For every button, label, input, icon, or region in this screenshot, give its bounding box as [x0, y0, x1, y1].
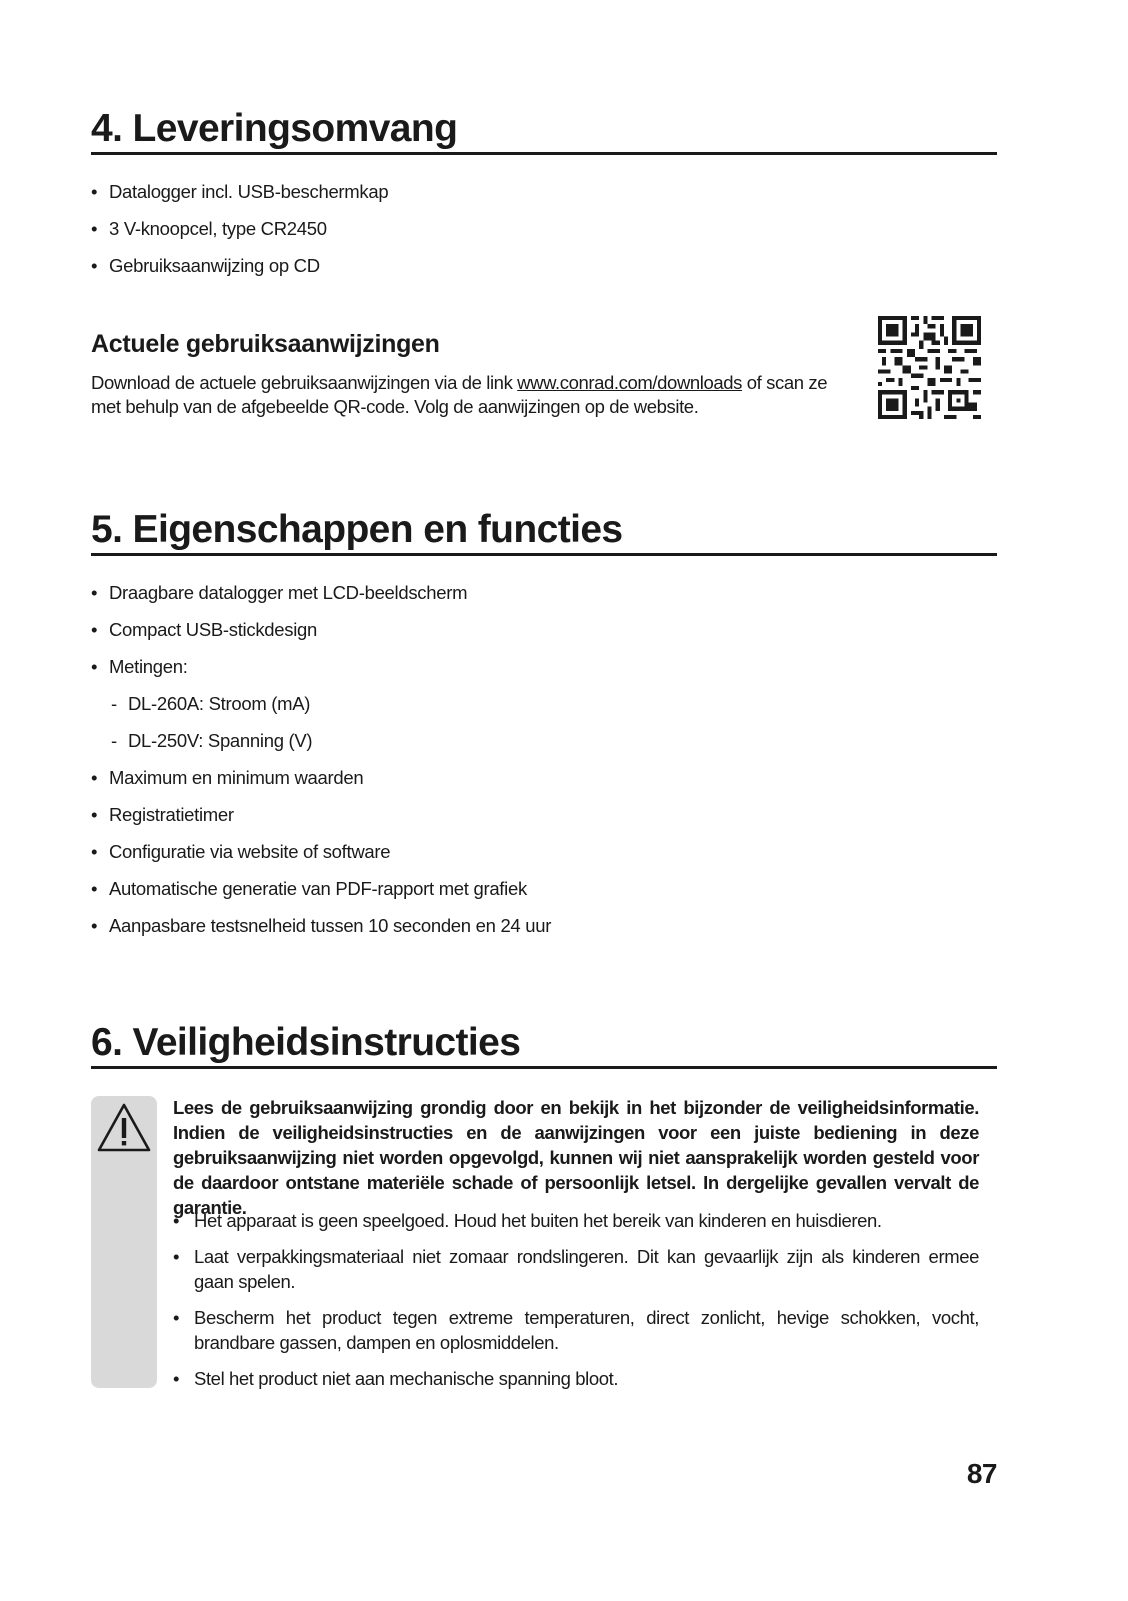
list-item: • Registratietimer — [91, 804, 971, 841]
qr-code-icon — [878, 316, 981, 419]
warning-triangle-icon — [96, 1102, 152, 1154]
manuals-text-after: of scan ze met behulp van de afgebeelde QR-code. Volg de aanwijzingen op de website. — [91, 372, 828, 417]
list-item: • Automatische generatie van PDF-rapport met grafiek — [91, 878, 971, 915]
safety-list — [173, 1208, 979, 1402]
sub-list-item: - DL-260A: Stroom (mA) — [91, 693, 971, 730]
list-item: • Laat verpakkingsmateriaal niet zomaar rondslingeren. Dit kan gevaarlijk zijn als kinderen ermee gaan spelen. — [173, 1244, 979, 1294]
manuals-paragraph — [91, 371, 861, 419]
list-item: • 3 V-knoopcel, type CR2450 — [91, 218, 971, 255]
list-item: • Aanpasbare testsnelheid tussen 10 seconden en 24 uur — [91, 915, 971, 952]
list-item: • Bescherm het product tegen extreme temperaturen, direct zonlicht, hevige schokken, vocht, brandbare gassen, dampen en oplosmiddelen. — [173, 1305, 979, 1355]
downloads-link[interactable]: www.conrad.com/downloads — [517, 372, 743, 393]
list-item: • Gebruiksaanwijzing op CD — [91, 255, 971, 292]
sub-list-item: - DL-250V: Spanning (V) — [91, 730, 971, 767]
section-6-heading: 6. Veiligheidsinstructies — [91, 1021, 997, 1069]
features-list — [91, 582, 971, 952]
list-item: • Stel het product niet aan mechanische spanning bloot. — [173, 1366, 979, 1391]
delivery-scope-list — [91, 181, 971, 292]
section-5-heading: 5. Eigenschappen en functies — [91, 508, 997, 556]
list-item: • Metingen: — [91, 656, 971, 693]
warning-sidebar — [91, 1096, 157, 1388]
list-item: • Compact USB-stickdesign — [91, 619, 971, 656]
list-item: • Draagbare datalogger met LCD-beeldscherm — [91, 582, 971, 619]
list-item: • Maximum en minimum waarden — [91, 767, 971, 804]
list-item: • Het apparaat is geen speelgoed. Houd het buiten het bereik van kinderen en huisdieren. — [173, 1208, 979, 1233]
manual-page — [91, 0, 997, 1601]
safety-warning-text: Lees de gebruiksaanwijzing grondig door en bekijk in het bijzonder de veiligheidsinformatie. Indien de veiligheidsinstructies en de aanwijzingen voor een juiste bediening in deze gebruiksaanwijzing niet worden opgevolgd, kunnen wij niet aansprakelijk worden gesteld voor de daardoor ontstane materiële schade of persoonlijk letsel. In dergelijke gevallen vervalt de garantie. — [173, 1097, 979, 1218]
list-item: • Configuratie via website of software — [91, 841, 971, 878]
list-item: • Datalogger incl. USB-beschermkap — [91, 181, 971, 218]
manuals-heading: Actuele gebruiksaanwijzingen — [91, 330, 440, 358]
manuals-text-before: Download de actuele gebruiksaanwijzingen via de link — [91, 372, 518, 393]
section-4-heading: 4. Leveringsomvang — [91, 107, 997, 155]
page-number: 87 — [966, 1458, 997, 1489]
